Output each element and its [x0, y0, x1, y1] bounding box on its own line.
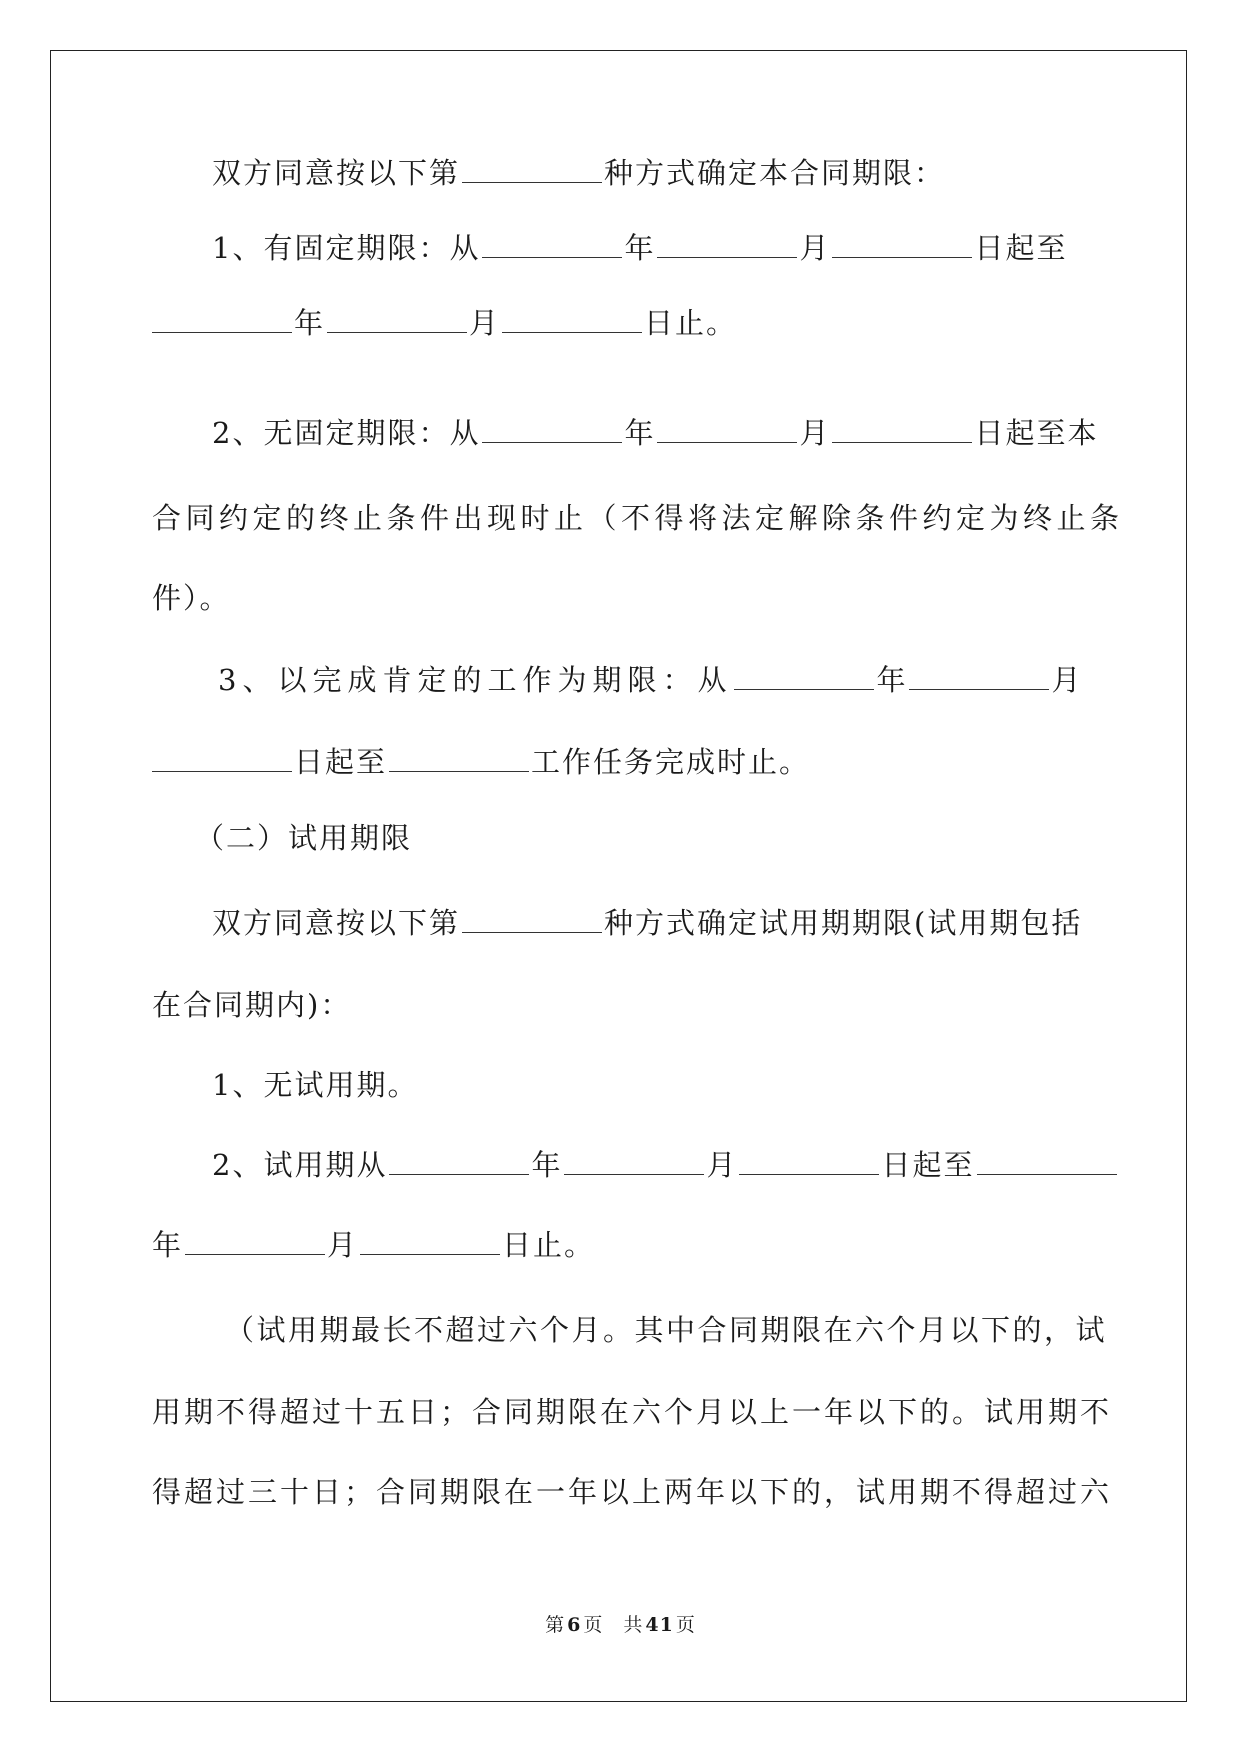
text-segment: 年 — [152, 1228, 184, 1262]
text-segment: 月 — [327, 1228, 359, 1262]
section-heading: （二）试用期限 — [195, 821, 413, 855]
text-segment: 双方同意按以下第 — [212, 156, 461, 190]
text-segment: 3、以完成肯定的工作为期限：从 — [218, 663, 733, 697]
blank-field[interactable] — [832, 229, 972, 258]
total-pages: 41 — [645, 1614, 674, 1636]
text-segment: 1、有固定期限：从 — [212, 231, 481, 265]
text-segment: 月 — [706, 1148, 738, 1182]
text-segment: 月 — [799, 231, 831, 265]
blank-field[interactable] — [389, 1146, 529, 1175]
page-border — [50, 50, 1187, 1702]
page-number: 6 — [567, 1614, 582, 1636]
blank-field[interactable] — [360, 1226, 500, 1255]
paragraph-line — [212, 413, 1099, 453]
blank-field[interactable] — [977, 1146, 1117, 1175]
paragraph-line — [212, 1145, 1092, 1185]
paragraph-line — [212, 153, 1072, 193]
text-segment: 日起至 — [881, 1148, 975, 1182]
text-segment: 年 — [624, 416, 656, 450]
text-segment: 工作任务完成时止。 — [531, 745, 811, 779]
paragraph-line — [212, 903, 1092, 943]
text-segment: 年 — [531, 1148, 563, 1182]
paragraph-line — [152, 1225, 1092, 1265]
blank-field[interactable] — [152, 743, 292, 772]
blank-field[interactable] — [832, 414, 972, 443]
paragraph-line: 在合同期内)： — [152, 988, 352, 1022]
text-segment: 月 — [469, 306, 501, 340]
blank-field[interactable] — [909, 661, 1049, 690]
footer-text: 共 — [623, 1614, 644, 1636]
blank-field[interactable] — [462, 904, 602, 933]
footer-text: 页 — [675, 1614, 696, 1636]
text-segment: 日起至 — [974, 231, 1068, 265]
blank-field[interactable] — [327, 304, 467, 333]
blank-field[interactable] — [389, 743, 529, 772]
paragraph-line: （试用期最长不超过六个月。其中合同期限在六个月以下的，试 — [225, 1313, 1108, 1347]
paragraph-line — [212, 228, 1072, 268]
blank-field[interactable] — [152, 304, 292, 333]
text-segment: 年 — [624, 231, 656, 265]
paragraph-line: 1、无试用期。 — [212, 1068, 419, 1102]
text-segment: 2、试用期从 — [212, 1148, 388, 1182]
footer-text: 页 — [583, 1614, 604, 1636]
text-segment: 种方式确定本合同期限： — [604, 156, 946, 190]
blank-field[interactable] — [482, 229, 622, 258]
paragraph-line: 件）。 — [152, 581, 231, 615]
paragraph-line: 得超过三十日；合同期限在一年以上两年以下的，试用期不得超过六 — [152, 1475, 1113, 1509]
blank-field[interactable] — [462, 154, 602, 183]
text-segment: 月 — [1051, 663, 1083, 697]
paragraph-line: 合同约定的终止条件出现时止（不得将法定解除条件约定为终止条 — [152, 501, 1124, 535]
blank-field[interactable] — [185, 1226, 325, 1255]
paragraph-line — [218, 660, 1098, 700]
footer-text: 第 — [545, 1614, 566, 1636]
text-segment: 日起至本 — [974, 416, 1099, 450]
blank-field[interactable] — [657, 229, 797, 258]
text-segment: 日止。 — [502, 1228, 596, 1262]
paragraph-line: 用期不得超过十五日；合同期限在六个月以上一年以下的。试用期不 — [152, 1395, 1113, 1429]
blank-field[interactable] — [502, 304, 642, 333]
blank-field[interactable] — [564, 1146, 704, 1175]
blank-field[interactable] — [657, 414, 797, 443]
paragraph-line — [152, 742, 1092, 782]
text-segment: 月 — [799, 416, 831, 450]
text-segment: 日止。 — [644, 306, 738, 340]
text-segment: 年 — [876, 663, 908, 697]
blank-field[interactable] — [734, 661, 874, 690]
blank-field[interactable] — [482, 414, 622, 443]
page-footer — [0, 1610, 1241, 1637]
text-segment: 年 — [294, 306, 326, 340]
text-segment: 种方式确定试用期期限(试用期包括 — [604, 906, 1083, 940]
text-segment: 双方同意按以下第 — [212, 906, 461, 940]
text-segment: 日起至 — [294, 745, 388, 779]
text-segment: 2、无固定期限：从 — [212, 416, 481, 450]
blank-field[interactable] — [739, 1146, 879, 1175]
paragraph-line — [152, 303, 1092, 343]
